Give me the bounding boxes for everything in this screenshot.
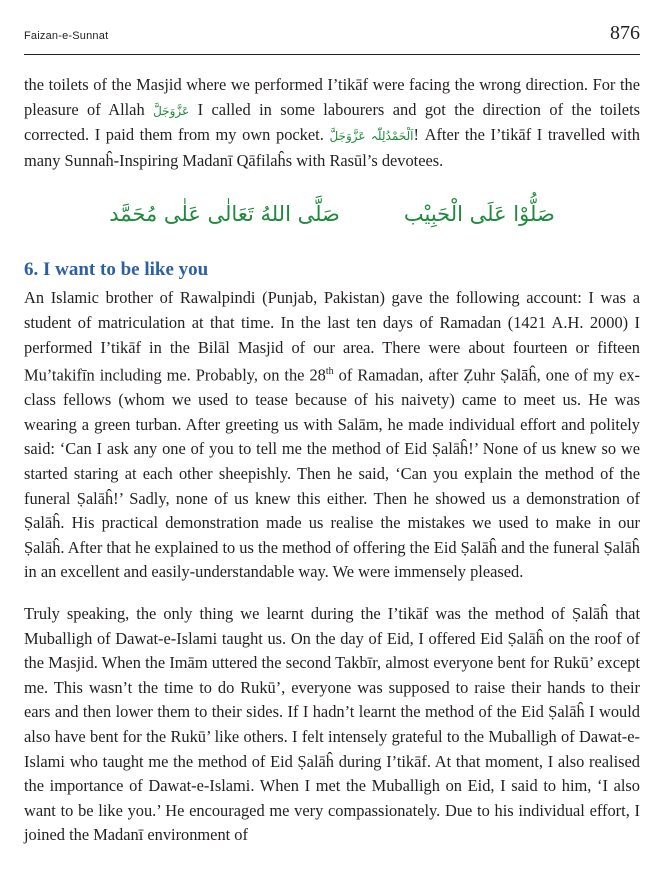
arabic-honorific: عَزَّوَجَلَّ xyxy=(153,103,190,118)
paragraph-continuation xyxy=(24,73,640,173)
header-divider xyxy=(24,54,640,55)
book-title: Faizan-e-Sunnat xyxy=(24,30,109,42)
durood-phrase-left: صَلَّى اللهُ تَعَالٰى عَلٰى مُحَمَّد xyxy=(109,202,340,227)
paragraph-text: An Islamic brother of Rawalpindi (Punjab, Pakistan) gave the following account: I was a student of matriculation at that time. In the last ten days of Ramadan (1421 A.H. 2000) I performed I’tikāf in the Bilāl Masjid of our area. There were about fourteen or fifteen Mu’takifīn including me. Probably, on the 28 xyxy=(24,288,640,385)
durood-line xyxy=(24,193,640,235)
ordinal-suffix: th xyxy=(325,366,334,378)
paragraph-text: of Ramadan, after Ẓuhr Ṣalāĥ, one of my ex-class fellows (whom we used to tease because of his naivety) came to meet us. He was wearing a green turban. After greeting us with Salām, he made individual effort and politely said: ‘Can I ask any one of you to tell me the method of Eid Ṣalāĥ!’ None of us knew so we started staring at each other sheepishly. Then he said, ‘Can you explain the method of the funeral Ṣalāĥ!’ Sadly, none of us knew this either. Then he showed us a demonstration of Ṣalāĥ. His practical demonstration made us realise the mistakes we used to make in our Ṣalāĥ. After that he explained to us the method of offering the Eid Ṣalāĥ and the funeral Ṣalāĥ in an excellent and easily-understandable way. We were immensely pleased. xyxy=(24,365,640,582)
paragraph-account xyxy=(24,286,640,585)
page-number: 876 xyxy=(610,22,640,44)
page-header xyxy=(24,0,640,56)
paragraph-text: I called in some labourers and got the direction of the toilets corrected. I paid them from my own pocket. xyxy=(24,99,640,145)
paragraph-text: the toilets of the Masjid where we performed I’tikāf were facing the wrong direction. For the pleasure of Allah xyxy=(24,75,640,119)
paragraph-text: ! After the I’tikāf I travelled with many Sunnaĥ-Inspiring Madanī Qāfilaĥs with Rasūl’s devotees. xyxy=(24,125,640,170)
paragraph-reflection: Truly speaking, the only thing we learnt during the I’tikāf was the method of Ṣalāĥ that Muballigh of Dawat-e-Islami taught us. On the day of Eid, I offered Eid Ṣalāĥ on the roof of the Masjid. When the Imām uttered the second Takbīr, almost everyone bent for Rukū’ except me. This wasn’t the time to do Rukū’, everyone was supposed to raise their hands to their ears and then lower them to their sides. If I hadn’t learnt the method of the Eid Ṣalāĥ I would also have bent for the Rukū’ like others. I felt intensely grateful to the Muballigh of Dawat-e-Islami who taught me the method of Eid Ṣalāĥ during I’tikāf. At that moment, I also realised the importance of Dawat-e-Islami. When I met the Muballigh on Eid, I said to him, ‘I also want to be like you.’ He encouraged me very compassionately. Due to his individual effort, I joined the Madanī environment of xyxy=(24,603,640,845)
section-heading: 6. I want to be like you xyxy=(24,259,209,281)
durood-phrase-right: صَلُّوْا عَلَى الْحَبِيْب xyxy=(403,202,555,227)
arabic-praise: اَلْحَمْدُلِلّٰہ عَزَّوَجَلَّ xyxy=(329,129,414,144)
